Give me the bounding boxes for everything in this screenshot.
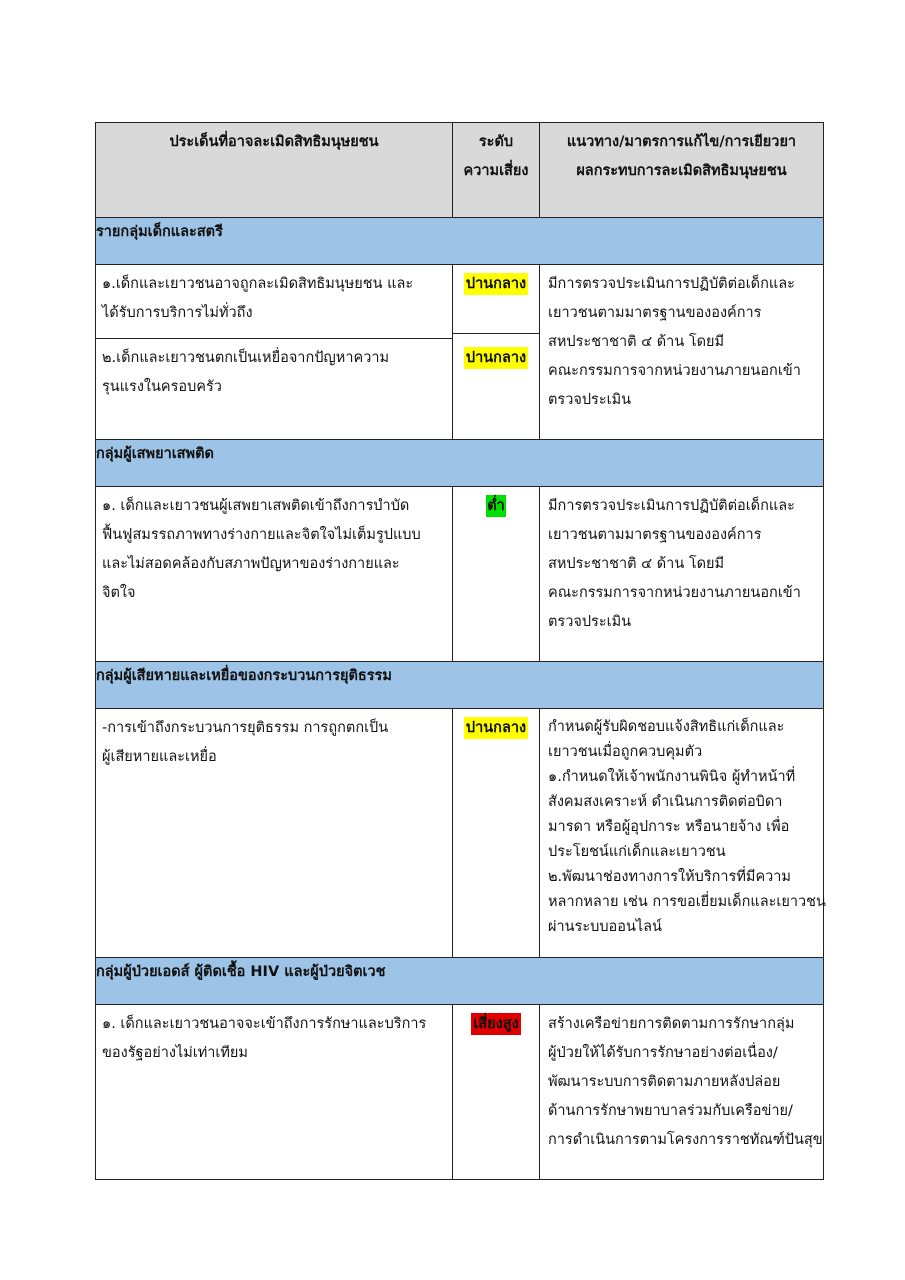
group-row-children-women [96,218,824,265]
group-title: รายกลุ่มเด็กและสตรี [96,218,824,265]
measure-line: ๒.พัฒนาช่องทางการให้บริการที่มีความ [548,869,791,885]
table-row [96,1005,824,1180]
issue-cell [96,709,453,958]
level-cell [453,1005,540,1180]
measure-cell [540,265,824,440]
issue-line: ๑. เด็กและเยาวชนผู้เสพยาเสพติดเข้าถึงการบำบัด [102,498,410,514]
level-cell [453,265,540,440]
level-cell [453,487,540,662]
measure-line: สหประชาชาติ ๔ ด้าน โดยมี [548,334,725,350]
measure-line: ตรวจประเมิน [548,614,632,630]
issue-line: ๑.เด็กและเยาวชนอาจถูกละเมิดสิทธิมนุษยชน และ [102,276,414,292]
issue-line: และไม่สอดคล้องกับสภาพปัญหาของร่างกายและ [102,556,400,572]
table-row [96,709,824,958]
issue-item [96,338,452,412]
header-measure-cell [540,123,824,218]
risk-badge-medium: ปานกลาง [464,273,528,295]
measure-line: กำหนดผู้รับผิดชอบแจ้งสิทธิแก่เด็กและ [548,719,785,735]
group-row-drug-users [96,440,824,487]
group-title: กลุ่มผู้เสียหายและเหยื่อของกระบวนการยุติธรรม [96,662,824,709]
measure-line: ผู้ป่วยให้ได้รับการรักษาอย่างต่อเนื่อง/ [548,1045,778,1061]
measure-line: คณะกรรมการจากหน่วยงานภายนอกเข้า [548,585,801,601]
header-level-line2: ความเสี่ยง [463,163,529,179]
measure-line: การดำเนินการตามโครงการราชทัณฑ์ปันสุข [548,1132,823,1148]
measure-line: สร้างเครือข่ายการติดตามการรักษากลุ่ม [548,1016,795,1032]
measure-line: เยาวชนตามมาตรฐานขององค์การ [548,527,762,543]
measure-line: ด้านการรักษาพยาบาลร่วมกับเครือข่าย/ [548,1103,793,1119]
table-row [96,487,824,662]
measure-line: ตรวจประเมิน [548,392,632,408]
measure-line: ผ่านระบบออนไลน์ [548,919,662,935]
issue-line: จิตใจ [102,585,136,601]
issue-line: ๒.เด็กและเยาวชนตกเป็นเหยื่อจากปัญหาความ [102,350,390,366]
table-header-row [96,123,824,218]
header-measure-line1: แนวทาง/มาตรการแก้ไข/การเยียวยา [566,134,797,150]
risk-badge-medium: ปานกลาง [464,347,528,369]
issue-line: ฟื้นฟูสมรรถภาพทางร่างกายและจิตใจไม่เต็มรูปแบบ [102,527,421,543]
issue-line: ของรัฐอย่างไม่เท่าเทียม [102,1045,248,1061]
issue-line: ๑. เด็กและเยาวชนอาจจะเข้าถึงการรักษาและบริการ [102,1016,427,1032]
measure-line: พัฒนาระบบการติดตามภายหลังปล่อย [548,1074,781,1090]
issue-cell [96,265,453,440]
measure-cell [540,487,824,662]
measure-cell [540,709,824,958]
measure-line: หลากหลาย เช่น การขอเยี่ยมเด็กและเยาวชน [548,894,826,910]
risk-badge-high: เสี่ยงสูง [471,1013,520,1035]
header-level-cell [453,123,540,218]
table-row [96,265,824,440]
measure-line: เยาวชนตามมาตรฐานขององค์การ [548,305,762,321]
level-cell [453,709,540,958]
issue-cell [96,487,453,662]
issue-cell [96,1005,453,1180]
measure-line: คณะกรรมการจากหน่วยงานภายนอกเข้า [548,363,801,379]
measure-line: มีการตรวจประเมินการปฏิบัติต่อเด็กและ [548,498,795,514]
group-title: กลุ่มผู้ป่วยเอดส์ ผู้ติดเชื้อ HIV และผู้ป่วยจิตเวช [96,958,824,1005]
measure-line: สังคมสงเคราะห์ ดำเนินการติดต่อบิดา [548,794,783,810]
group-row-justice-victims [96,662,824,709]
group-row-hiv-psychiatric [96,958,824,1005]
measure-line: ประโยชน์แก่เด็กและเยาวชน [548,844,726,860]
measure-line: เยาวชนเมื่อถูกควบคุมตัว [548,744,703,760]
group-title: กลุ่มผู้เสพยาเสพติด [96,440,824,487]
risk-badge-low: ต่ำ [486,495,506,517]
issue-line: รุนแรงในครอบครัว [102,379,222,395]
issue-line: ได้รับการบริการไม่ทั่วถึง [102,305,253,321]
measure-line: มารดา หรือผู้อุปการะ หรือนายจ้าง เพื่อ [548,819,790,835]
issue-line: ผู้เสียหายและเหยื่อ [102,749,217,765]
measure-line: สหประชาชาติ ๔ ด้าน โดยมี [548,556,725,572]
header-issue-cell [96,123,453,218]
header-issue: ประเด็นที่อาจละเมิดสิทธิมนุษยชน [169,134,379,150]
issue-line: -การเข้าถึงกระบวนการยุติธรรม การถูกตกเป็น [102,720,389,736]
header-measure-line2: ผลกระทบการละเมิดสิทธิมนุษยชน [576,163,787,179]
risk-badge-medium: ปานกลาง [464,717,528,739]
measure-line: มีการตรวจประเมินการปฏิบัติต่อเด็กและ [548,276,795,292]
header-level-line1: ระดับ [478,134,514,150]
measure-line: ๑.กำหนดให้เจ้าพนักงานพินิจ ผู้ทำหน้าที่ [548,769,796,785]
risk-assessment-table [95,122,824,1180]
measure-cell [540,1005,824,1180]
issue-item [96,265,452,338]
